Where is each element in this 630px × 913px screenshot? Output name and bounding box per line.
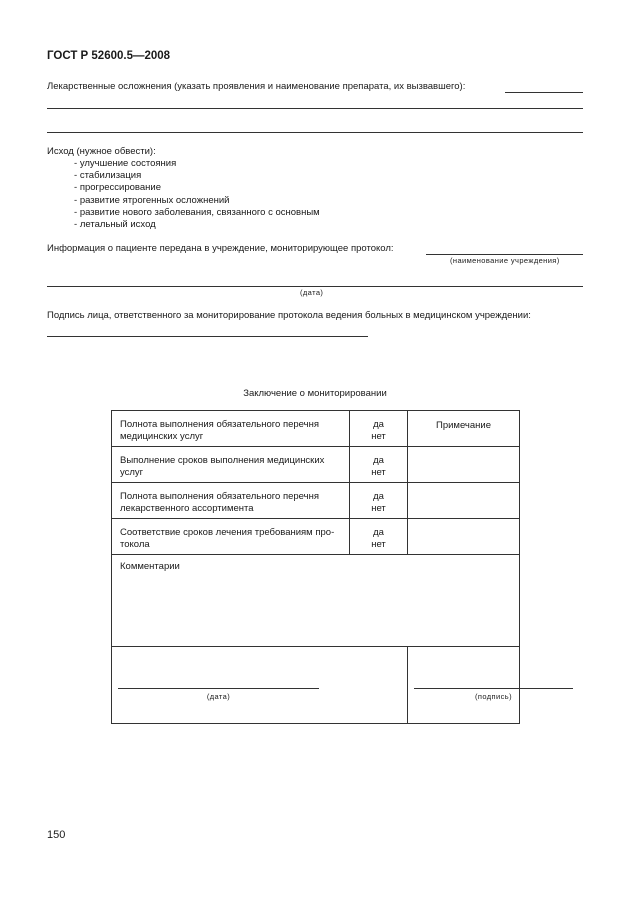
no-option[interactable]: нет — [371, 503, 386, 514]
conclusion-signature-field[interactable] — [414, 688, 573, 689]
yes-no-cell[interactable] — [350, 483, 408, 519]
outcome-option[interactable]: - стабилизация — [74, 170, 320, 182]
yes-option[interactable]: да — [373, 419, 384, 430]
criterion-cell — [112, 483, 350, 519]
signature-row — [112, 647, 520, 724]
criterion-text: лекарственного ассортимента — [120, 503, 254, 514]
outcome-label: Исход (нужное обвести): — [47, 146, 156, 157]
criterion-text: Соответствие сроков лечения требованиям про- — [120, 527, 335, 538]
transfer-date-field[interactable] — [47, 286, 583, 287]
complications-field-line-2[interactable] — [47, 132, 583, 133]
complications-field-inline[interactable] — [505, 92, 583, 93]
yes-no-cell[interactable] — [350, 447, 408, 483]
signature-label: Подпись лица, ответственного за мониторирование протокола ведения больных в медицинском учреждении: — [47, 310, 531, 321]
yes-option[interactable]: да — [373, 527, 384, 538]
conclusion-date-caption: (дата) — [206, 692, 231, 701]
outcome-option[interactable]: - прогрессирование — [74, 182, 320, 194]
criterion-text: Полнота выполнения обязательного перечня — [120, 491, 319, 502]
outcome-option[interactable]: - развитие нового заболевания, связанного с основным — [74, 207, 320, 219]
note-cell[interactable] — [408, 519, 520, 555]
table-row — [112, 411, 520, 447]
table-row — [112, 483, 520, 519]
outcome-option[interactable]: - развитие ятрогенных осложнений — [74, 195, 320, 207]
comments-cell[interactable] — [112, 555, 520, 647]
yes-no-cell[interactable] — [350, 411, 408, 447]
no-option[interactable]: нет — [371, 431, 386, 442]
page-number: 150 — [47, 829, 66, 841]
signature-cell[interactable] — [408, 647, 520, 724]
conclusion-date-field[interactable] — [118, 688, 319, 689]
transfer-date-caption: (дата) — [300, 288, 324, 297]
outcome-option[interactable]: - улучшение состояния — [74, 158, 320, 170]
criterion-text: услуг — [120, 467, 144, 478]
institution-field[interactable] — [426, 254, 583, 255]
comments-label: Комментарии — [120, 561, 180, 572]
criterion-text: Выполнение сроков выполнения медицинских — [120, 455, 325, 466]
yes-option[interactable]: да — [373, 491, 384, 502]
yes-no-cell[interactable] — [350, 519, 408, 555]
comments-row — [112, 555, 520, 647]
complications-field-line-1[interactable] — [47, 108, 583, 109]
conclusion-title: Заключение о мониторировании — [243, 388, 387, 399]
criterion-cell — [112, 447, 350, 483]
criterion-text: Полнота выполнения обязательного перечня — [120, 419, 319, 430]
note-cell[interactable] — [408, 447, 520, 483]
criterion-text: медицинских услуг — [120, 431, 204, 442]
conclusion-table — [111, 410, 520, 724]
table-row — [112, 447, 520, 483]
document-header: ГОСТ Р 52600.5—2008 — [47, 50, 171, 62]
criterion-cell — [112, 519, 350, 555]
outcome-option[interactable]: - летальный исход — [74, 219, 320, 231]
table-row — [112, 519, 520, 555]
complications-label: Лекарственные осложнения (указать проявления и наименование препарата, их вызвавшего): — [47, 81, 466, 92]
info-transfer-label: Информация о пациенте передана в учреждение, мониторирующее протокол: — [47, 243, 394, 254]
criterion-cell — [112, 411, 350, 447]
date-cell[interactable] — [112, 647, 408, 724]
institution-caption: (наименование учреждения) — [450, 256, 560, 265]
conclusion-signature-caption: (подпись) — [475, 692, 512, 701]
no-option[interactable]: нет — [371, 467, 386, 478]
yes-option[interactable]: да — [373, 455, 384, 466]
no-option[interactable]: нет — [371, 539, 386, 550]
signature-field[interactable] — [47, 336, 368, 337]
note-header: Примечание — [408, 411, 520, 447]
note-cell[interactable] — [408, 483, 520, 519]
criterion-text: токола — [120, 539, 150, 550]
outcome-options-list — [74, 158, 320, 231]
